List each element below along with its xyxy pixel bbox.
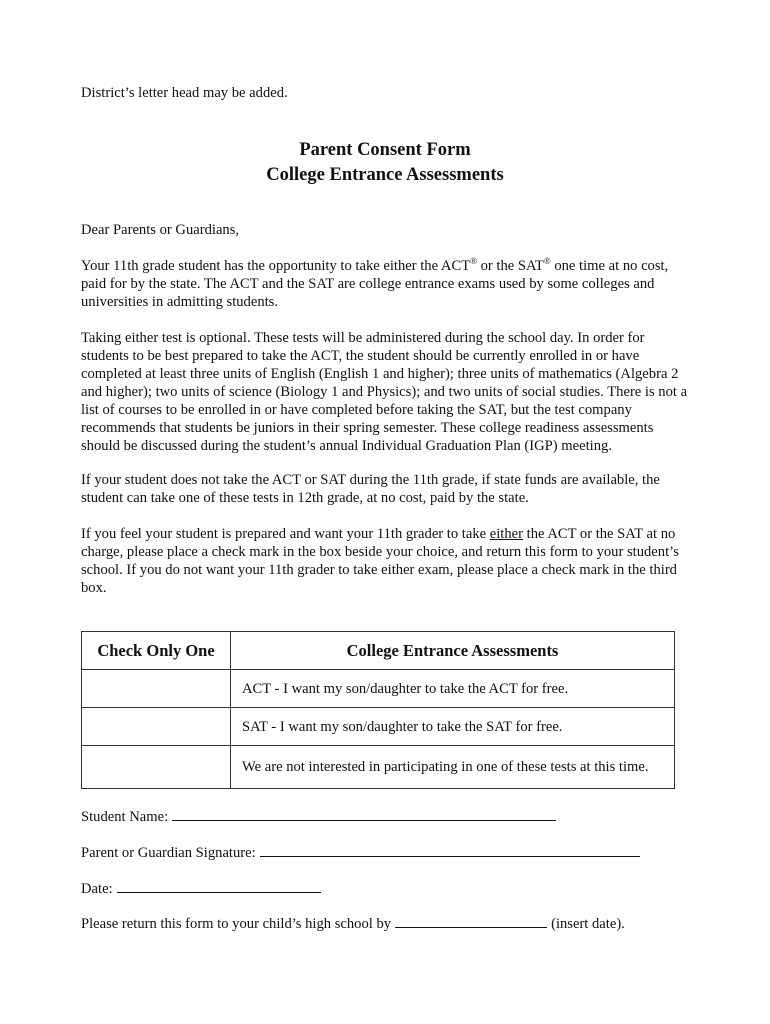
- student-name-row: [81, 807, 556, 826]
- act-option-label: ACT - I want my son/daughter to take the ACT for free.: [231, 670, 675, 708]
- sat-checkbox[interactable]: [82, 708, 231, 746]
- table-row: [82, 670, 675, 708]
- date-field[interactable]: [117, 879, 321, 893]
- table-header-row: [82, 632, 675, 670]
- parent-signature-field[interactable]: [260, 843, 640, 857]
- table-row: [82, 708, 675, 746]
- return-instruction-row: [81, 914, 625, 933]
- check-only-one-header: Check Only One: [82, 632, 231, 670]
- sat-option-label: SAT - I want my son/daughter to take the SAT for free.: [231, 708, 675, 746]
- form-subtitle: College Entrance Assessments: [266, 165, 504, 185]
- return-instruction-suffix: (insert date).: [551, 916, 625, 932]
- student-name-label: Student Name:: [81, 809, 169, 825]
- optional-test-paragraph: Taking either test is optional. These tests will be administered during the school day. In order for students to be best prepared to take the ACT, the student should be currently enrolled in or have completed at least three units of English (English 1 and higher); three units of mathematics (Algebra 2 and higher); two units of science (Biology 1 and Physics); and two units of social studies. There is not a list of courses to be enrolled in or have completed before taking the SAT, but the test company recommends that students be juniors in their spring semester. These college readiness assessments should be discussed during the student’s annual Individual Graduation Plan (IGP) meeting.: [81, 330, 688, 454]
- instructions-paragraph: [81, 525, 691, 597]
- intro-text-b: or the SAT: [476, 258, 544, 274]
- not-interested-checkbox[interactable]: [82, 746, 231, 789]
- assessment-choice-table: [81, 631, 675, 789]
- parent-signature-label: Parent or Guardian Signature:: [81, 845, 256, 861]
- instructions-text-a: If you feel your student is prepared and want your 11th grader to take: [81, 526, 490, 542]
- instructions-text-b: the ACT or the SAT at no charge, please place a check mark in the box beside your choice, and return this form to your student’s school. If you do not want your 11th grader to take either exam, please place a check mark in the third box.: [81, 526, 679, 596]
- date-row: [81, 879, 321, 898]
- student-name-field[interactable]: [172, 807, 556, 821]
- return-date-field[interactable]: [395, 914, 547, 928]
- not-interested-option-label: We are not interested in participating in one of these tests at this time.: [231, 746, 675, 789]
- instructions-emphasis: either: [489, 526, 523, 542]
- date-label: Date:: [81, 881, 113, 897]
- intro-text-c: one time at no cost, paid for by the state. The ACT and the SAT are college entrance exams used by some colleges and universities in admitting students.: [81, 258, 669, 310]
- return-instruction-prefix: Please return this form to your child’s high school by: [81, 916, 392, 932]
- intro-paragraph: [81, 257, 691, 311]
- form-title: Parent Consent Form: [299, 140, 471, 160]
- act-checkbox[interactable]: [82, 670, 231, 708]
- assessments-header: College Entrance Assessments: [231, 632, 675, 670]
- table-row: [82, 746, 675, 789]
- registered-mark: ®: [470, 256, 477, 267]
- registered-mark: ®: [543, 256, 551, 267]
- greeting: Dear Parents or Guardians,: [81, 222, 240, 238]
- twelfth-grade-paragraph: If your student does not take the ACT or SAT during the 11th grade, if state funds are available, the student can take one of these tests in 12th grade, at no cost, paid by the state.: [81, 472, 660, 506]
- intro-text-a: Your 11th grade student has the opportunity to take either the ACT: [81, 258, 471, 274]
- letterhead-note: District’s letter head may be added.: [81, 85, 288, 101]
- parent-signature-row: [81, 843, 640, 862]
